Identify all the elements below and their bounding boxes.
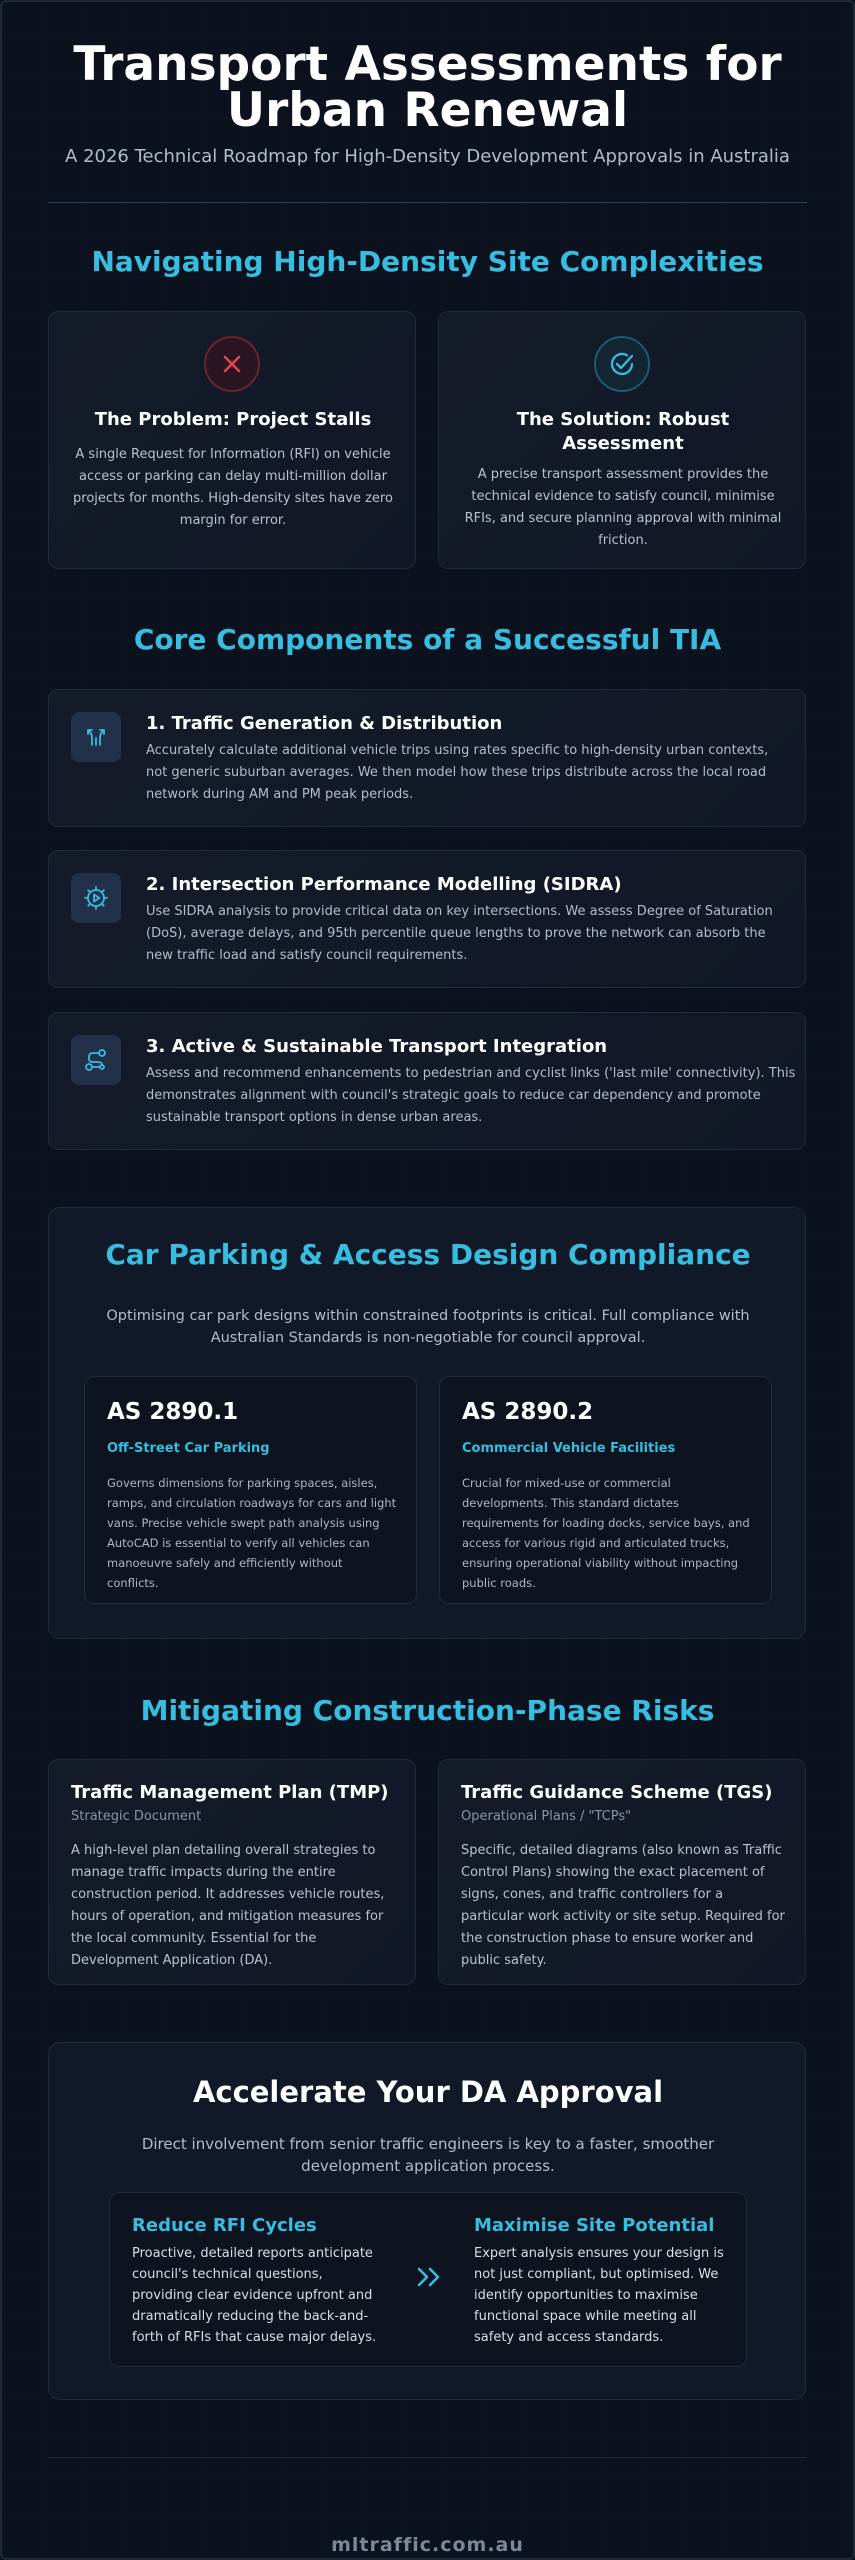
- standard-body: Governs dimensions for parking spaces, aisles, ramps, and circulation roadways for cars and light vans. Precise vehicle swept path analysis using AutoCAD is essential to verify all vehicles can manoeuvre safely and efficiently without conflicts.: [107, 1476, 397, 1590]
- tia-item-heading: 3. Active & Sustainable Transport Integration: [146, 1036, 608, 1057]
- construction-title: Mitigating Construction-Phase Risks: [140, 1694, 715, 1727]
- solution-body: A precise transport assessment provides the technical evidence to satisfy council, minimise RFIs, and secure planning approval with minimal friction.: [464, 467, 782, 548]
- tia-item: [48, 1012, 806, 1150]
- cta-panel: [48, 2042, 806, 2400]
- double-chevron-right-icon: [413, 2261, 445, 2297]
- plan-body: A high-level plan detailing overall strategies to manage traffic impacts during the entire construction period. It addresses vehicle routes, hours of operation, and mitigation measures for the local community. Essential for the Development Application (DA).: [71, 1843, 385, 1968]
- tia-item-heading: 2. Intersection Performance Modelling (SIDRA): [146, 874, 622, 895]
- plan-subtitle: Strategic Document: [71, 1809, 202, 1824]
- standard-name: Off-Street Car Parking: [107, 1441, 270, 1456]
- cta-intro: Direct involvement from senior traffic engineers is key to a faster, smoother development application process.: [141, 2135, 715, 2175]
- page-title: Transport Assessments for Urban Renewal: [73, 37, 782, 138]
- plan-heading: Traffic Management Plan (TMP): [71, 1782, 389, 1803]
- benefit-body: Proactive, detailed reports anticipate council's technical questions, providing clear evidence upfront and dramatically reducing the back-and-forth of RFIs that cause major delays.: [132, 2246, 377, 2345]
- tia-title: Core Components of a Successful TIA: [133, 623, 722, 656]
- footer-divider: [48, 2457, 807, 2458]
- complexities-title: Navigating High-Density Site Complexities: [91, 245, 764, 278]
- parking-title: Car Parking & Access Design Compliance: [105, 1238, 751, 1271]
- footer-domain[interactable]: mltraffic.com.au: [331, 2534, 524, 2556]
- tia-item-body: Accurately calculate additional vehicle trips using rates specific to high-density urban contexts, not generic suburban averages. We then model how these trips distribute across the local road network during AM and PM peak periods.: [146, 743, 769, 802]
- benefit-heading: Reduce RFI Cycles: [132, 2215, 317, 2236]
- problem-heading: The Problem: Project Stalls: [94, 409, 372, 430]
- plan-heading: Traffic Guidance Scheme (TGS): [461, 1782, 773, 1803]
- cta-title: Accelerate Your DA Approval: [192, 2075, 664, 2109]
- tia-item-body: Assess and recommend enhancements to pedestrian and cyclist links ('last mile' connectivity). This demonstrates alignment with council's strategic goals to reduce car dependency and promote sustainable transport options in dense urban areas.: [146, 1066, 796, 1125]
- standard-body: Crucial for mixed-use or commercial developments. This standard dictates requirements for loading docks, service bays, and access for various rigid and articulated trucks, ensuring operational viability without impacting public roads.: [462, 1476, 750, 1590]
- solution-card: [438, 311, 806, 569]
- benefit-body: Expert analysis ensures your design is not just compliant, but optimised. We identify opportunities to maximise functional space while meeting all safety and access standards.: [474, 2246, 724, 2345]
- cyclist-route-icon: [71, 1035, 121, 1085]
- header-divider: [48, 202, 807, 203]
- gear-play-icon: [71, 873, 121, 923]
- tia-item-body: Use SIDRA analysis to provide critical data on key intersections. We assess Degree of Saturation (DoS), average delays, and 95th percentile queue lengths to prove the network can absorb the new traffic load and satisfy council requirements.: [146, 904, 773, 963]
- close-icon: [204, 336, 260, 392]
- page-subtitle: A 2026 Technical Roadmap for High-Density Development Approvals in Australia: [65, 146, 790, 167]
- parking-intro: Optimising car park designs within constrained footprints is critical. Full compliance with Australian Standards is non-negotiable for council approval.: [106, 1308, 750, 1346]
- tia-item: [48, 850, 806, 988]
- problem-body: A single Request for Information (RFI) on vehicle access or parking can delay multi-million dollar projects for months. High-density sites have zero margin for error.: [73, 447, 393, 528]
- tia-item-heading: 1. Traffic Generation & Distribution: [146, 713, 503, 734]
- traffic-split-icon: [71, 712, 121, 762]
- solution-heading: The Solution: Robust Assessment: [516, 409, 730, 454]
- plan-body: Specific, detailed diagrams (also known as Traffic Control Plans) showing the exact placement of signs, cones, and traffic controllers for a particular work activity or site setup. Required for the construction phase to ensure worker and public safety.: [461, 1843, 785, 1968]
- standard-card: [84, 1376, 417, 1604]
- check-circle-icon: [594, 336, 650, 392]
- cta-benefits: [109, 2192, 747, 2367]
- plan-subtitle: Operational Plans / "TCPs": [461, 1809, 632, 1824]
- standard-code: AS 2890.1: [107, 1399, 239, 1425]
- standard-code: AS 2890.2: [462, 1399, 594, 1425]
- benefit-heading: Maximise Site Potential: [474, 2215, 715, 2236]
- standard-name: Commercial Vehicle Facilities: [462, 1441, 676, 1456]
- tia-item: [48, 689, 806, 827]
- plan-card: [48, 1759, 416, 1985]
- parking-panel: [48, 1207, 806, 1639]
- standard-card: [439, 1376, 772, 1604]
- plan-card: [438, 1759, 806, 1985]
- problem-card: [48, 311, 416, 569]
